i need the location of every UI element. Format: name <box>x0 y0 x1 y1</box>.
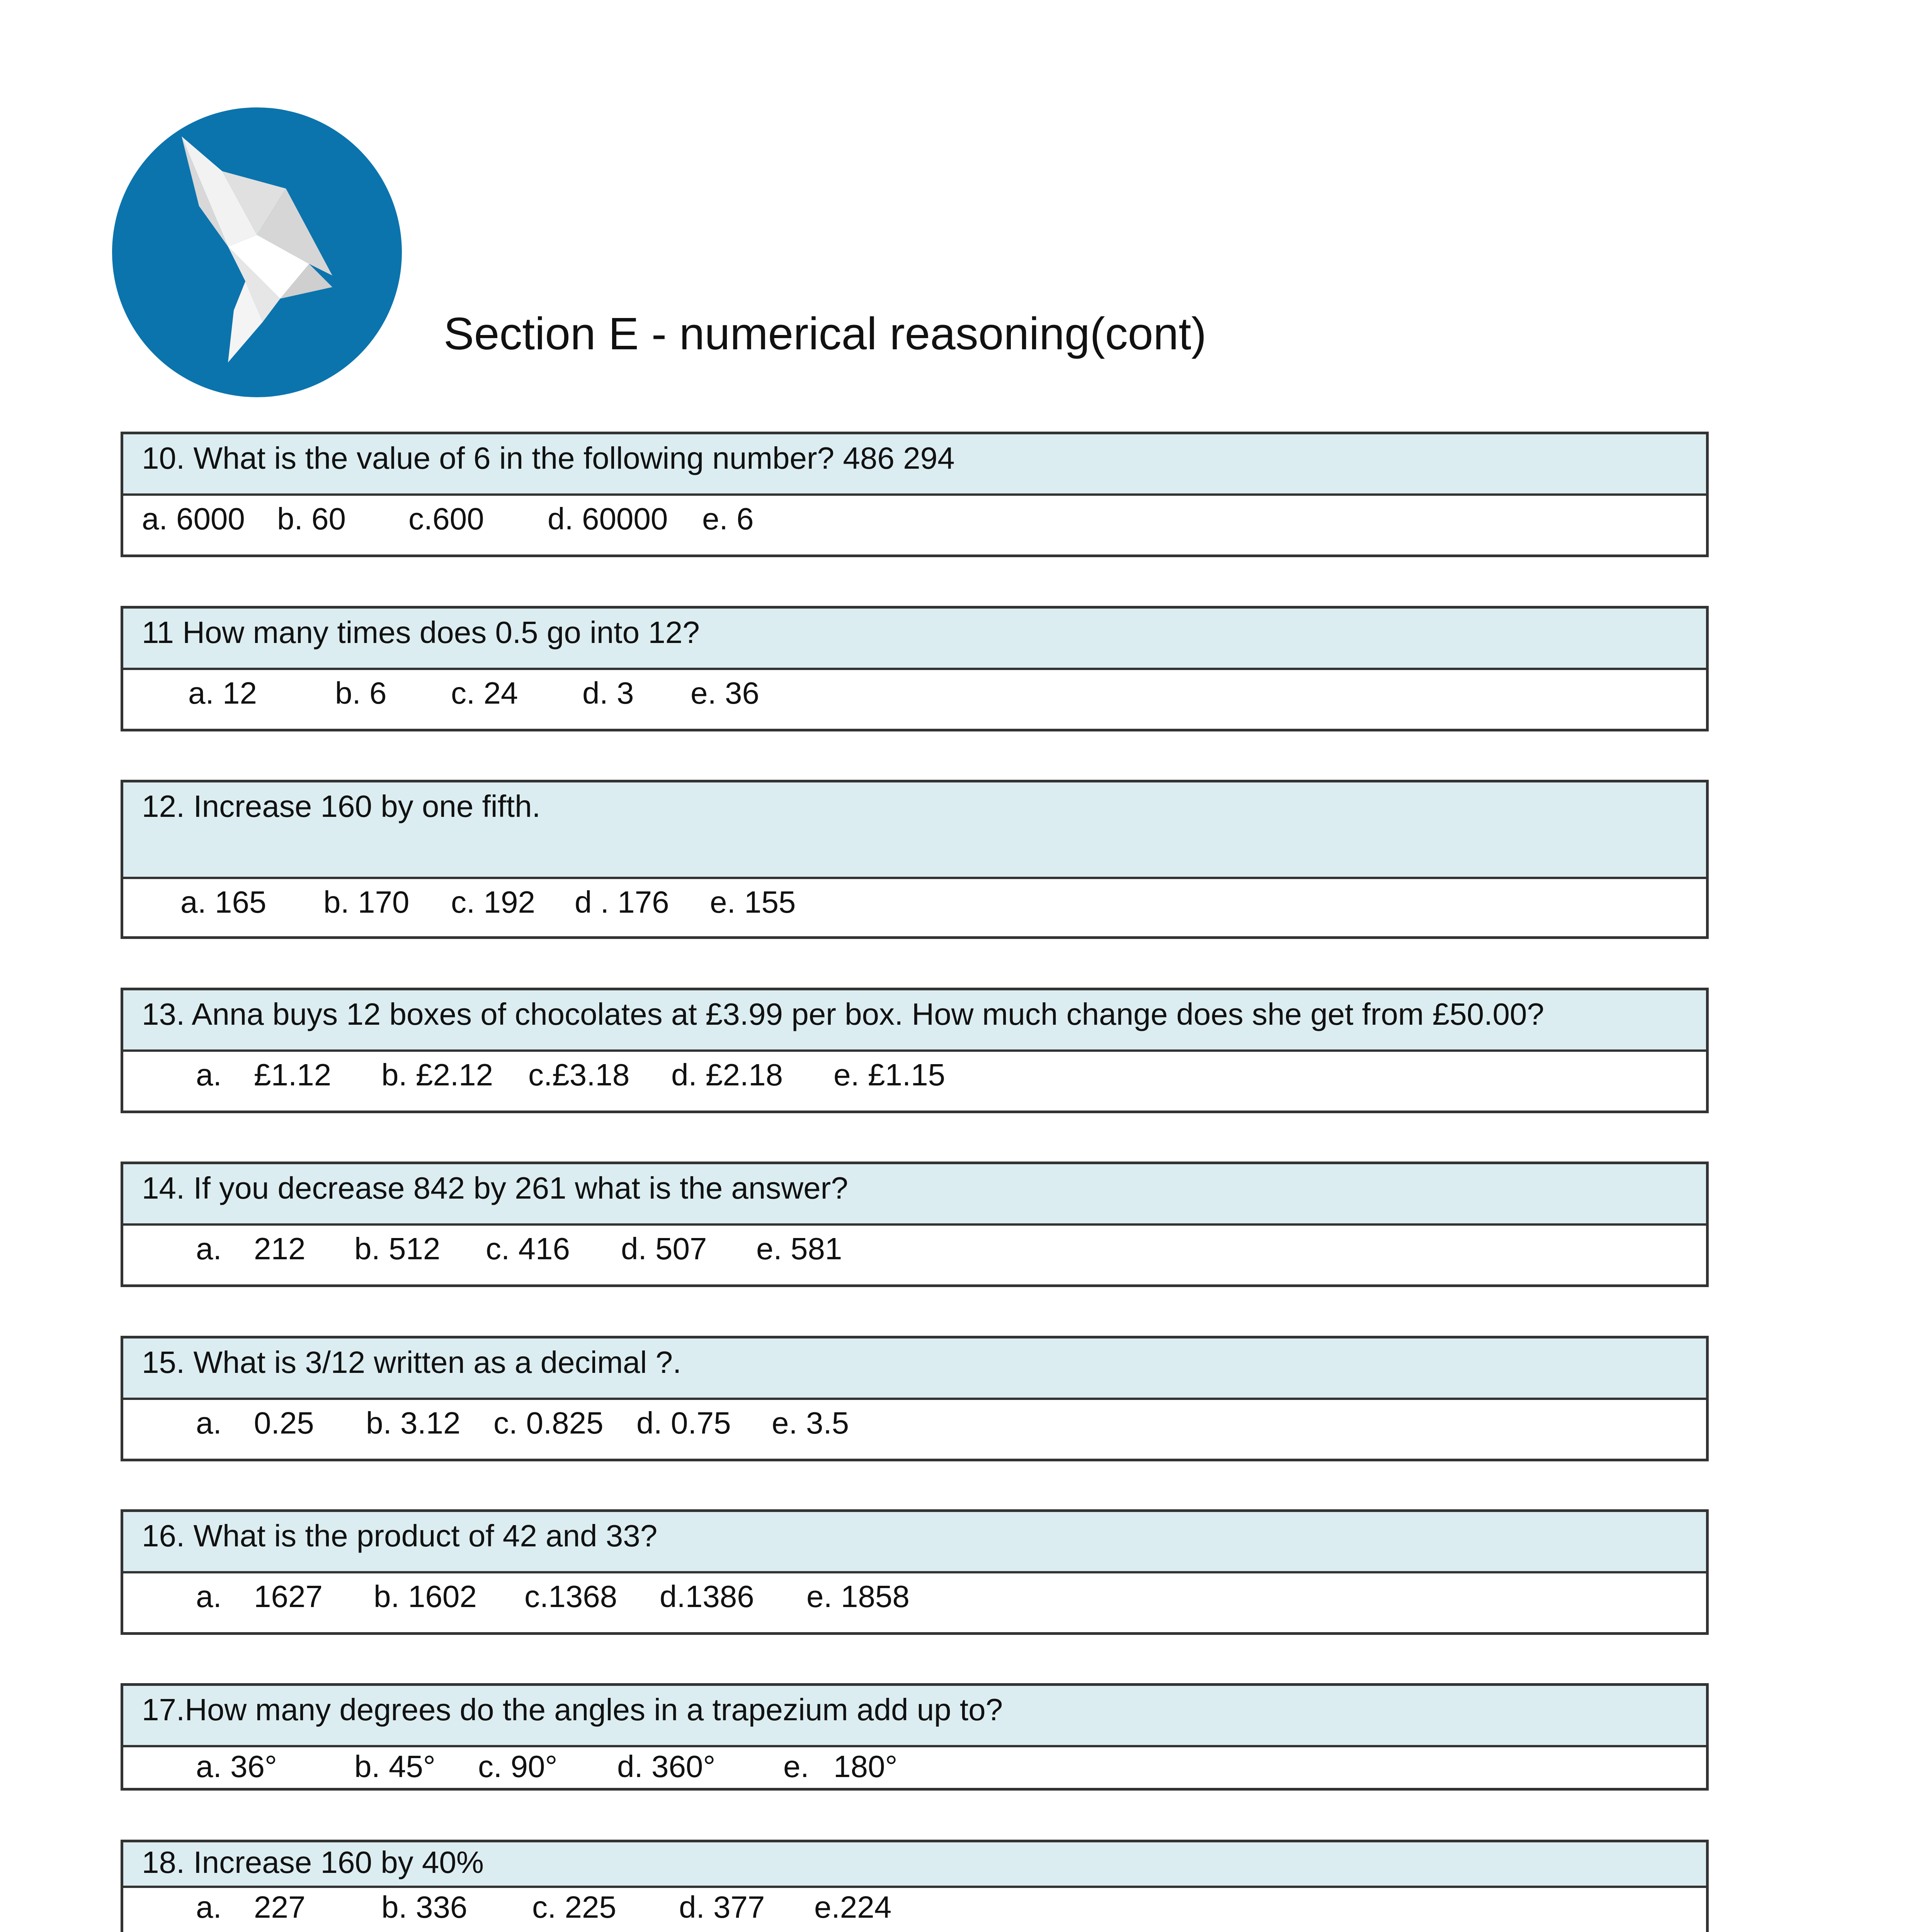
question-box-10 <box>121 432 1709 557</box>
option-c: c. 225 <box>532 1890 616 1924</box>
question-text: 16. What is the product of 42 and 33? <box>123 1512 1706 1573</box>
option-a: a. <box>196 1406 222 1440</box>
option-e: e. £1.15 <box>833 1058 946 1092</box>
answer-options <box>123 496 1706 554</box>
option-a: a. <box>196 1890 222 1924</box>
option-a-value: 1627 <box>254 1579 323 1614</box>
option-b: b. £2.12 <box>381 1058 493 1092</box>
option-e: e. 155 <box>710 885 796 919</box>
option-a: a. <box>196 1579 222 1614</box>
option-d: d.1386 <box>660 1579 754 1614</box>
option-a-value: £1.12 <box>254 1058 332 1092</box>
answer-options <box>123 1052 1706 1111</box>
question-box-18 <box>121 1840 1709 1932</box>
answer-options <box>123 670 1706 729</box>
option-a: a. <box>196 1231 222 1266</box>
option-c: c. 192 <box>451 885 535 919</box>
option-c: c. 90° <box>478 1749 558 1784</box>
option-a: a. 165 <box>180 885 267 919</box>
origami-dove-icon <box>112 107 402 397</box>
option-a-value: 0.25 <box>254 1406 314 1440</box>
option-d: d . 176 <box>575 885 669 919</box>
option-c: c. 0.825 <box>493 1406 604 1440</box>
question-text: 18. Increase 160 by 40% <box>123 1842 1706 1888</box>
option-b: b. 512 <box>354 1231 441 1266</box>
question-text: 13. Anna buys 12 boxes of chocolates at £3.99 per box. How much change does she get from £50.00? <box>123 990 1706 1052</box>
answer-options <box>123 1888 1706 1932</box>
question-text: 14. If you decrease 842 by 261 what is the answer? <box>123 1164 1706 1226</box>
question-box-16 <box>121 1509 1709 1635</box>
question-text: 10. What is the value of 6 in the following number? 486 294 <box>123 434 1706 496</box>
question-box-12 <box>121 780 1709 939</box>
option-e-value: 180° <box>833 1749 898 1784</box>
option-d: d. 507 <box>621 1231 707 1266</box>
option-e: e. <box>783 1749 809 1784</box>
option-c: c.£3.18 <box>528 1058 630 1092</box>
answer-options <box>123 1400 1706 1459</box>
question-box-17 <box>121 1683 1709 1791</box>
option-c: c. 24 <box>451 676 518 710</box>
option-c: c.600 <box>408 502 484 536</box>
question-box-15 <box>121 1336 1709 1461</box>
option-e: e. 1858 <box>806 1579 910 1614</box>
answer-options <box>123 1573 1706 1632</box>
option-c: c. 416 <box>486 1231 570 1266</box>
option-a-value: 227 <box>254 1890 306 1924</box>
option-b: b. 6 <box>335 676 387 710</box>
option-b: b. 45° <box>354 1749 435 1784</box>
question-text: 17.How many degrees do the angles in a trapezium add up to? <box>123 1686 1706 1747</box>
option-d: d. 360° <box>617 1749 716 1784</box>
option-d: d. 60000 <box>548 502 668 536</box>
option-e: e. 6 <box>702 502 754 536</box>
option-e: e. 3.5 <box>772 1406 849 1440</box>
option-b: b. 3.12 <box>366 1406 461 1440</box>
option-e: e. 581 <box>756 1231 842 1266</box>
option-a: a. 6000 <box>142 502 245 536</box>
option-e: e. 36 <box>691 676 759 710</box>
question-box-13 <box>121 988 1709 1113</box>
option-d: d. 377 <box>679 1890 765 1924</box>
origami-dove-logo-icon <box>112 107 402 397</box>
option-e: e.224 <box>814 1890 892 1924</box>
question-box-11 <box>121 606 1709 731</box>
option-a: a. 12 <box>188 676 257 710</box>
option-b: b. 170 <box>323 885 410 919</box>
option-a-value: 212 <box>254 1231 306 1266</box>
option-d: d. £2.18 <box>671 1058 783 1092</box>
option-d: d. 0.75 <box>636 1406 731 1440</box>
answer-options <box>123 879 1706 936</box>
option-a: a. <box>196 1058 222 1092</box>
option-b: b. 60 <box>277 502 346 536</box>
question-text: 15. What is 3/12 written as a decimal ?. <box>123 1338 1706 1400</box>
question-text: 11 How many times does 0.5 go into 12? <box>123 609 1706 670</box>
option-b: b. 336 <box>381 1890 468 1924</box>
answer-options <box>123 1747 1706 1788</box>
answer-options <box>123 1226 1706 1284</box>
question-box-14 <box>121 1162 1709 1287</box>
option-d: d. 3 <box>582 676 634 710</box>
option-a: a. 36° <box>196 1749 277 1784</box>
question-text: 12. Increase 160 by one fifth. <box>123 782 1706 879</box>
option-c: c.1368 <box>524 1579 617 1614</box>
section-title: Section E - numerical reasoning(cont) <box>444 308 1207 359</box>
option-b: b. 1602 <box>374 1579 477 1614</box>
